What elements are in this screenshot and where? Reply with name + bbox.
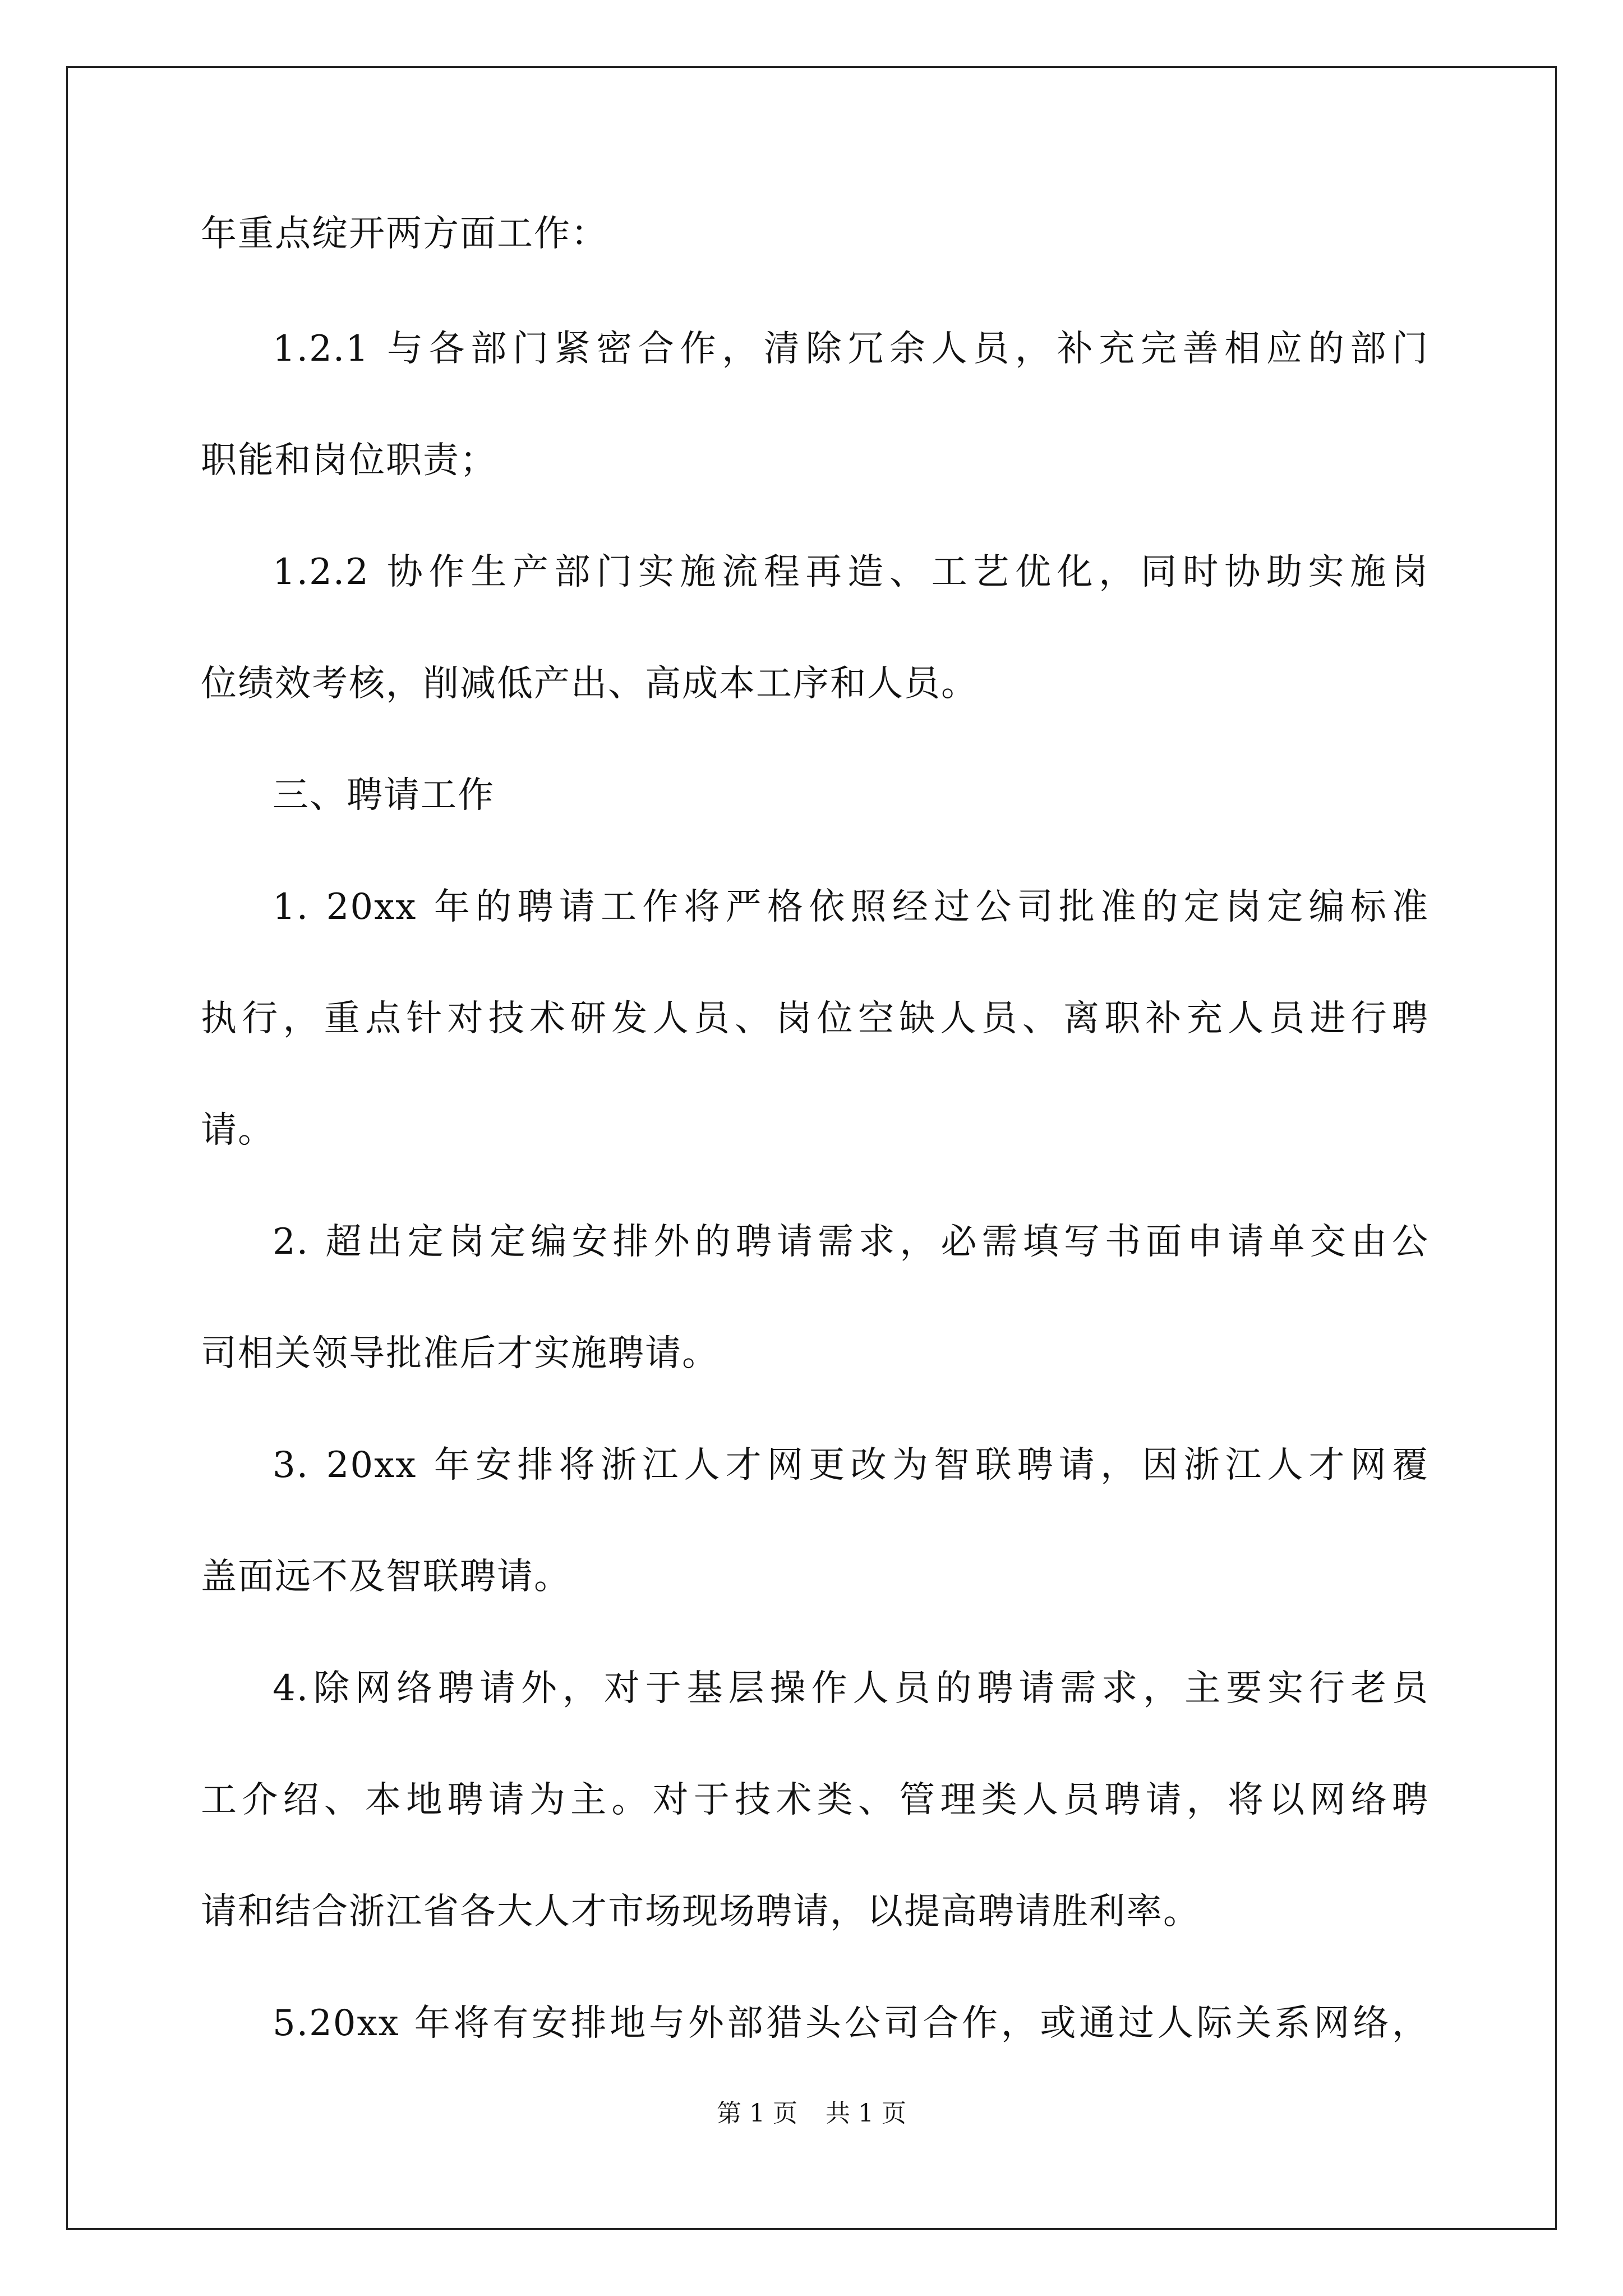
page-footer bbox=[0, 2097, 1623, 2131]
page-total: 共 1 页 bbox=[826, 2099, 906, 2128]
text-line: 请和结合浙江省各大人才市场现场聘请，以提高聘请胜利率。 bbox=[201, 1891, 1200, 1932]
text-line: 职能和岗位职责； bbox=[201, 440, 497, 481]
text-line: 4.除网络聘请外，对于基层操作人员的聘请需求，主要实行老员 bbox=[273, 1668, 1429, 1709]
text-line: 盖面远不及智联聘请。 bbox=[201, 1556, 571, 1598]
text-line: 1. 20xx 年的聘请工作将严格依照经过公司批准的定岗定编标准 bbox=[273, 886, 1429, 928]
text-line: 1.2.1 与各部门紧密合作，清除冗余人员，补充完善相应的部门 bbox=[273, 328, 1429, 370]
text-line: 3. 20xx 年安排将浙江人才网更改为智联聘请，因浙江人才网覆 bbox=[273, 1444, 1429, 1486]
text-line: 年重点绽开两方面工作： bbox=[201, 213, 608, 255]
page-number: 第 1 页 bbox=[717, 2099, 797, 2128]
text-line: 工介绍、本地聘请为主。对于技术类、管理类人员聘请，将以网络聘 bbox=[201, 1779, 1429, 1821]
text-line: 请。 bbox=[201, 1110, 275, 1151]
text-line: 司相关领导批准后才实施聘请。 bbox=[201, 1333, 719, 1374]
text-line: 位绩效考核，削减低产出、高成本工序和人员。 bbox=[201, 663, 978, 705]
text-line: 执行，重点针对技术研发人员、岗位空缺人员、离职补充人员进行聘 bbox=[201, 998, 1429, 1039]
text-line: 5.20xx 年将有安排地与外部猎头公司合作，或通过人际关系网络， bbox=[273, 2003, 1429, 2044]
text-line: 2. 超出定岗定编安排外的聘请需求，必需填写书面申请单交由公 bbox=[273, 1221, 1429, 1263]
section-heading: 三、聘请工作 bbox=[273, 775, 495, 816]
text-line: 1.2.2 协作生产部门实施流程再造、工艺优化，同时协助实施岗 bbox=[273, 551, 1429, 593]
